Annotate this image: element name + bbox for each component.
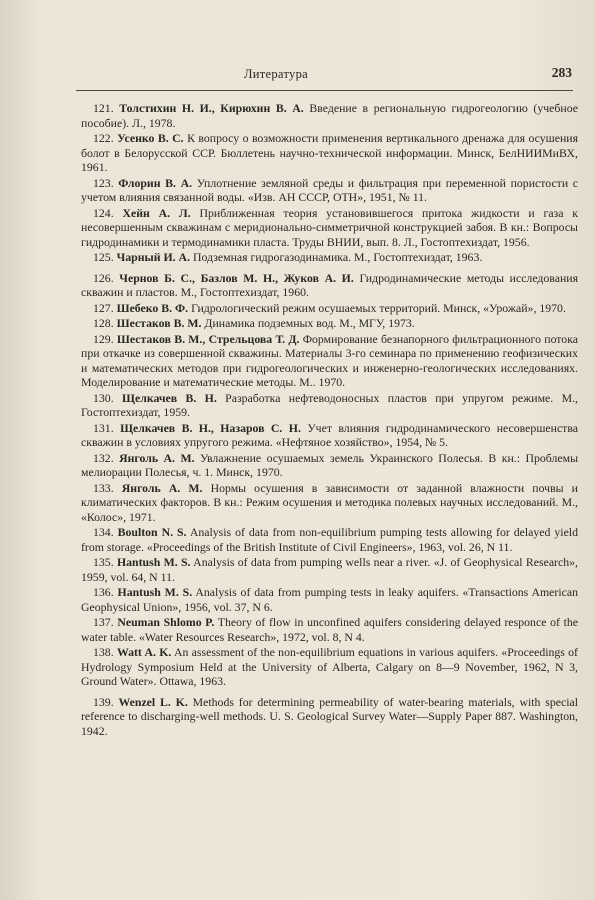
reference-number: 137. <box>93 615 114 629</box>
reference-authors: Hantush M. S. <box>117 585 193 599</box>
reference-number: 132. <box>93 450 114 465</box>
reference-item <box>81 332 578 390</box>
reference-text: An assessment of the non-equilibrium equations in various aquifers. «Proceedings of Hydrology Symposium Held at the University of Alberta, Calgary on 8—9 November, 1962, N 3, Ground Water». Ottawa, 1963. <box>81 645 578 688</box>
reference-text: Methods for determining permeability of water-bearing materials, with special reference to discharging-well methods. U. S. Geological Survey Water—Supply Paper 887. Washington, 1942. <box>81 694 578 738</box>
reference-text: Уплотнение земляной среды и фильтрация при переменной пористости с учетом влияния связанной воды. «Изв. АН СССР, ОТН», 1951, № 11. <box>81 175 579 204</box>
reference-text: Учет влияния гидродинамического несовершенства скважин в условиях упругого режима. «Нефтяное хозяйство», 1954, № 5. <box>81 420 578 449</box>
reference-authors: Флорин В. А. <box>118 175 193 190</box>
reference-item <box>81 250 578 265</box>
reference-item <box>81 555 578 584</box>
reference-number: 131. <box>93 420 114 435</box>
reference-number: 129. <box>93 331 114 346</box>
reference-number: 138. <box>93 645 114 659</box>
reference-text: Разработка нефтеводоносных пластов при упругом режиме. М., Гостоптехиздат, 1959. <box>81 390 578 419</box>
reference-number: 127. <box>93 300 114 315</box>
reference-authors: Щелкачев В. Н. <box>122 390 217 405</box>
reference-authors: Hantush M. S. <box>116 555 191 569</box>
reference-number: 133. <box>93 480 114 495</box>
reference-authors: Чернов Б. С., Базлов М. Н., Жуков А. И. <box>119 270 354 285</box>
reference-text: Analysis of data from pumping wells near a river. «J. of Geophysical Research», 1959, vol. 64, N 11. <box>81 555 578 584</box>
reference-item <box>81 481 578 525</box>
reference-item <box>81 451 578 480</box>
running-title: Литература <box>244 67 308 81</box>
reference-item <box>81 301 578 316</box>
reference-authors: Шебеко В. Ф. <box>116 300 189 315</box>
reference-authors: Хейн А. Л. <box>122 205 191 220</box>
reference-item <box>81 585 578 614</box>
reference-number: 125. <box>93 250 114 264</box>
reference-authors: Янголь А. М. <box>121 480 203 495</box>
reference-text: Увлажнение осушаемых земель Украинского Полесья. В кн.: Проблемы мелиорации Полесья, ч. 1. Минск, 1970. <box>81 450 579 479</box>
reference-number: 124. <box>93 205 114 220</box>
reference-number: 136. <box>93 585 114 599</box>
reference-text: Гидрологический режим осушаемых территорий. Минск, «Урожай», 1970. <box>191 300 566 315</box>
reference-item <box>81 176 578 205</box>
reference-number: 135. <box>93 555 114 569</box>
reference-authors: Neuman Shlomo P. <box>117 615 215 629</box>
reference-item <box>81 615 578 644</box>
reference-number: 122. <box>93 131 114 145</box>
reference-text: Подземная гидрогазодинамика. М., Гостоптехиздат, 1963. <box>192 250 483 264</box>
reference-item <box>81 101 578 130</box>
reference-text: Нормы осушения в зависимости от заданной влажности почвы и климатических факторов. В кн.: Режим осушения и методика полевых научных исследований. М., «Колос», 1971. <box>81 480 579 524</box>
reference-text: Динамика подземных вод. М., МГУ, 1973. <box>204 316 415 330</box>
reference-authors: Boulton N. S. <box>117 525 187 539</box>
reference-authors: Щелкачев В. Н., Назаров С. Н. <box>120 420 301 435</box>
reference-number: 130. <box>93 390 114 405</box>
reference-number: 134. <box>93 525 114 539</box>
reference-item <box>81 206 578 250</box>
reference-list <box>81 101 578 739</box>
page-header <box>76 62 573 91</box>
reference-number: 126. <box>93 270 114 285</box>
reference-item <box>81 316 578 331</box>
reference-authors: Чарный И. А. <box>116 250 191 264</box>
reference-item <box>81 271 578 300</box>
reference-text: Приближенная теория установившегося притока жидкости и газа к несовершенным скважинам с меридионально-симметричной конструкцией забоя. В кн.: Вопросы гидродинамики и термодинамики пласта. Труды ВНИИ, вып. 8. Л., Гостоптехиздат, 1956. <box>81 205 578 249</box>
reference-authors: Толстихин Н. И., Кирюхин В. А. <box>119 101 304 115</box>
reference-number: 128. <box>93 316 114 330</box>
reference-authors: Шестаков В. М., Стрельцова Т. Д. <box>116 331 300 346</box>
reference-text: Analysis of data from non-equilibrium pumping tests allowing for delayed yield from storage. «Proceedings of the British Institute of Civil Engineers», 1963, vol. 26, N 11. <box>81 525 578 554</box>
page-number: 283 <box>551 65 572 80</box>
reference-authors: Шестаков В. М. <box>116 316 202 330</box>
reference-item <box>81 645 578 689</box>
reference-item <box>81 421 578 450</box>
reference-authors: Wenzel L. K. <box>118 694 188 709</box>
reference-text: Введение в региональную гидрогеологию (учебное пособие). Л., 1978. <box>81 101 578 130</box>
reference-item <box>81 525 578 554</box>
reference-number: 139. <box>93 694 114 709</box>
reference-authors: Усенко В. С. <box>117 131 184 145</box>
reference-item <box>81 391 578 420</box>
reference-text: Theory of flow in unconfined aquifers considering delayed responce of the water table. «Water Resources Research», 1972, vol. 8, N 4. <box>81 615 578 644</box>
reference-item <box>81 131 578 175</box>
reference-text: Analysis of data from pumping tests in leaky aquifers. «Transactions American Geophysical Union», 1956, vol. 37, N 6. <box>81 585 578 614</box>
reference-number: 123. <box>93 175 114 190</box>
reference-number: 121. <box>93 101 114 115</box>
reference-authors: Янголь А. М. <box>119 450 195 465</box>
reference-text: Формирование безнапорного фильтрационного потока при откачке из совершенной скважины. Материалы 3-го семинара по применению геофизических и математических методов при гидрогеологических и инженерно-геологических исследованиях. Моделирование и математические методы. М.. 1970. <box>81 331 578 389</box>
reference-text: Гидродинамические методы исследования скважин и пластов. М., Гостоптехиздат, 1960. <box>81 270 579 299</box>
reference-authors: Watt A. K. <box>116 645 172 659</box>
reference-text: К вопросу о возможности применения вертикального дренажа для осушения болот в Белорусской ССР. Бюллетень научно-технической информации. Минск, БелНИИМиВХ, 1961. <box>81 131 579 174</box>
reference-item <box>81 695 578 739</box>
